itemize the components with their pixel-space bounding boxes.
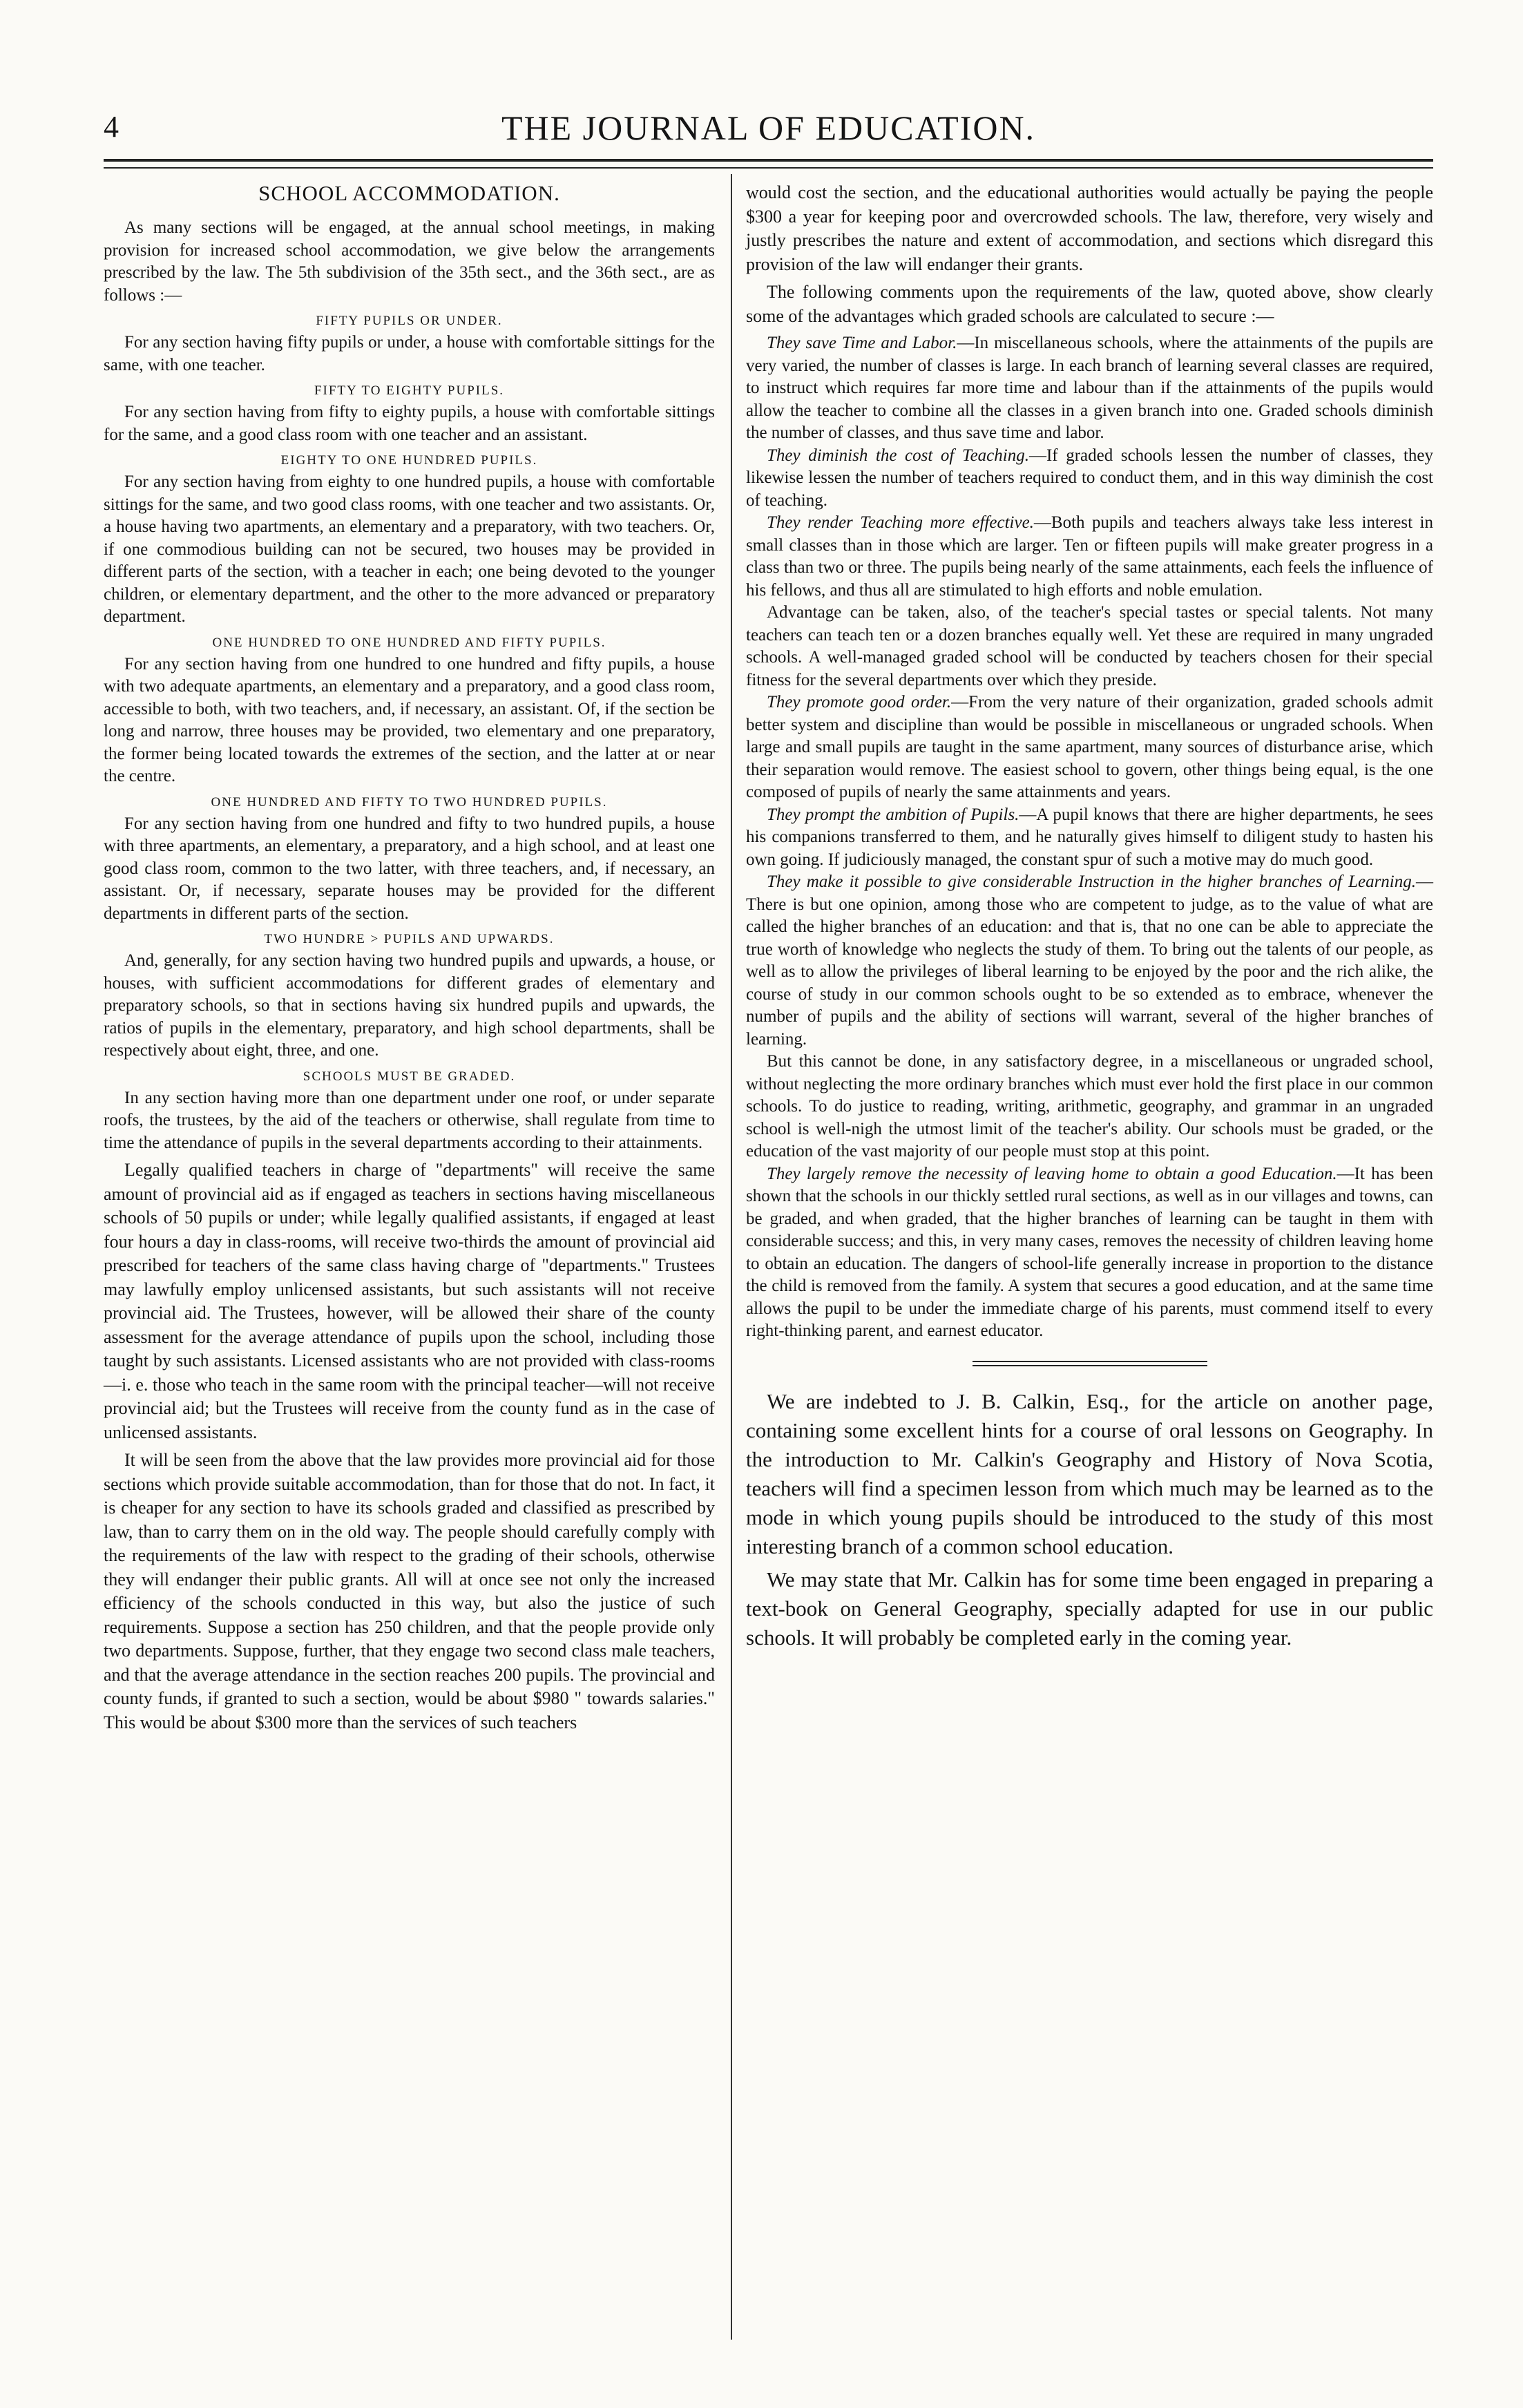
- paragraph-leaving-home: [746, 1163, 1433, 1343]
- lead-good-order: They promote good order.: [767, 693, 952, 711]
- left-column: [104, 181, 715, 1735]
- lead-leaving-home: They largely remove the necessity of leaving home to obtain a good Education.: [767, 1164, 1337, 1183]
- paragraph-two-hundred-and-upwards: And, generally, for any section having two hundred pupils and upwards, a house, or houses, with sufficient accommodations for different grades of elementary and preparatory schools, so that in sections having six hundred pupils and upwards, the ratios of pupils in the elementary, preparatory, and high school departments, shall be respectively about eight, three, and one.: [104, 951, 715, 1060]
- body-save-time: —In miscellaneous schools, where the attainments of the pupils are very varied, the number of classes is large. In each branch of learning several classes are required, to instruct which requires far more time and labour than if the attainments of the pupils would allow the teacher to combine all the classes in a given branch into one. Graded schools diminish the number of classes, and thus save time and labor.: [746, 334, 1433, 442]
- paragraph-provincial-aid: It will be seen from the above that the law provides more provincial aid for those sections which provide suitable accommodation, than for those that do not. In fact, it is cheaper for any section to have its schools graded and classified as prescribed by law, than to carry them on in the old way. The people should carefully comply with the requirements of the law with respect to the grading of their schools, otherwise they will endanger their public grants. All will at once see not only the increased efficiency of the schools conducted in this way, but also the justice of such requirements. Suppose a section has 250 children, and that the people provide only two departments. Suppose, further, that they engage two second class male teachers, and that the average attendance in the section reaches 200 pupils. The provincial and county funds, if granted to such a section, would be about $980 " towards salaries." This would be about $300 more than the services of such teachers: [104, 1450, 715, 1732]
- paragraph-continued: would cost the section, and the educational authorities would actually be paying the people $300 a year for keeping poor and overcrowded schools. The law, therefore, very wisely and justly prescribes the nature and extent of accommodation, and sections which disregard this provision of the law will endanger their grants.: [746, 182, 1433, 274]
- column-divider: [731, 174, 732, 2340]
- lead-diminish-cost: They diminish the cost of Teaching.: [767, 446, 1029, 465]
- lead-higher-branches: They make it possible to give considerable Instruction in the higher branches of Learning.: [767, 872, 1416, 891]
- right-column: [746, 181, 1433, 1652]
- paragraph-hundred-to-hundred-fifty: For any section having from one hundred to one hundred and fifty pupils, a house with two adequate apartments, an elementary and a preparatory, and a good class room, accessible to both, with two teachers, and, if necessary, an assistant. Of, if the section be long and narrow, three houses may be provided, two elementary and one preparatory, the former being located towards the extremes of the section, and the latter at or near the centre.: [104, 654, 715, 785]
- subheading-hundred-to-hundred-fifty: ONE HUNDRED TO ONE HUNDRED AND FIFTY PUPILS.: [212, 635, 606, 650]
- lead-more-effective: They render Teaching more effective.: [767, 513, 1034, 532]
- section-separator: [973, 1361, 1207, 1366]
- subheading-fifty-or-under: FIFTY PUPILS OR UNDER.: [316, 314, 503, 328]
- intro-paragraph: As many sections will be engaged, at the annual school meetings, in making provision for increased school accommodation, we give below the arrangements prescribed by the law. The 5th subdivision of the 35th sect., and the 36th sect., are as follows :—: [104, 218, 715, 305]
- subheading-hundred-fifty-to-two-hundred: ONE HUNDRED AND FIFTY TO TWO HUNDRED PUPILS.: [211, 794, 608, 810]
- paragraph-eighty-to-hundred: For any section having from eighty to one hundred pupils, a house with comfortable sittings for the same, and two good class rooms, with one teacher and two assistants. Or, a house having two apartments, an elementary and a preparatory, with two teachers. Or, if one commodious building can not be secured, two houses may be provided in different parts of the section, with a teacher in each; one being devoted to the younger children, or elementary department, and the other to the more advanced or preparatory department.: [104, 472, 715, 626]
- lead-ambition: They prompt the ambition of Pupils.: [767, 805, 1019, 824]
- journal-title: THE JOURNAL OF EDUCATION.: [501, 108, 1036, 147]
- subheading-two-hundred-and-upwards: TWO HUNDRE > PUPILS AND UPWARDS.: [264, 932, 555, 946]
- paragraph-cannot-be-done: But this cannot be done, in any satisfactory degree, in a miscellaneous or ungraded school, without neglecting the more ordinary branches which must ever hold the first place in our common schools. To do justice to reading, writing, arithmetic, geography, and grammar in an ungraded school is well-nigh the utmost limit of the teacher's ability. Our schools must be graded, or the education of the vast majority of our people must stop at this point.: [746, 1052, 1433, 1160]
- paragraph-calkin-note: We are indebted to J. B. Calkin, Esq., for the article on another page, containing some excellent hints for a course of oral lessons on Geography. In the introduction to Mr. Calkin's Geography and History of Nova Scotia, teachers will find a specimen lesson from which much may be learned as to the mode in which young pupils should be introduced to the study of this most interesting branch of a common school education.: [746, 1388, 1433, 1558]
- header-rule-thin: [104, 167, 1433, 169]
- paragraph-calkin-textbook: We may state that Mr. Calkin has for some time been engaged in preparing a text-book on General Geography, specially adapted for use in our public schools. It will probably be completed early in the coming year.: [746, 1567, 1433, 1650]
- paragraph-save-time: [746, 332, 1433, 445]
- header-rule-thick: [104, 159, 1433, 162]
- subheading-eighty-to-hundred: EIGHTY TO ONE HUNDRED PUPILS.: [280, 453, 538, 468]
- paragraph-more-effective: [746, 512, 1433, 602]
- body-good-order: —From the very nature of their organization, graded schools admit better system and discipline than would be possible in miscellaneous or ungraded schools. When large and small pupils are taught in the same apartment, many sources of disturbance arise, which their separation would remove. The easiest school to govern, other things being equal, is the one composed of pupils of nearly the same attainments and years.: [746, 693, 1433, 801]
- body-diminish-cost: —If graded schools lessen the number of classes, they likewise lessen the number of teachers required to conduct them, and in this way diminish the cost of teaching.: [746, 446, 1433, 510]
- paragraph-hundred-fifty-to-two-hundred: For any section having from one hundred and fifty to two hundred pupils, a house with three apartments, an elementary, a preparatory, and a high school, and at least one good class room, common to the two latter, with three teachers, and, if necessary, an assistant. Or, if necessary, separate houses may be provided for the different departments in different parts of the section.: [104, 814, 715, 923]
- body-more-effective: —Both pupils and teachers always take less interest in small classes than in those which are larger. Ten or fifteen pupils will make greater progress in a class than two or three. The pupils being nearly of the same attainments, each feels the influence of his fellows, and thus all are stimulated to high efforts and noble emulation.: [746, 513, 1433, 600]
- body-higher-branches: —There is but one opinion, among those who are competent to judge, as to the value of what are called the higher branches of an education: and that is, that no one can be able to appreciate the true worth of knowledge who neglects the study of them. To bring out the talents of our people, as well as to allow the privileges of liberal learning to be enjoyed by the poor and the rich alike, the course of study in our common schools ought to be so extended as to embrace, whenever the number of pupils and the ability of sections will warrant, several of the higher branches of learning.: [746, 872, 1433, 1049]
- article-title: SCHOOL ACCOMMODATION.: [258, 181, 560, 205]
- subheading-fifty-to-eighty: FIFTY TO EIGHTY PUPILS.: [314, 383, 505, 398]
- body-ambition: —A pupil knows that there are higher departments, he sees his companions transferred to them, and he naturally gives himself to diligent study to hasten his own going. If judiciously managed, the constant spur of such a motive may do much good.: [746, 805, 1433, 869]
- paragraph-ambition: [746, 804, 1433, 872]
- page-header: [104, 104, 1433, 152]
- page-number: 4: [104, 110, 119, 144]
- subheading-schools-must-be-graded: SCHOOLS MUST BE GRADED.: [303, 1069, 516, 1084]
- paragraph-fifty-or-under: For any section having fifty pupils or under, a house with comfortable sittings for the same, with one teacher.: [104, 333, 715, 374]
- paragraph-special-talents: Advantage can be taken, also, of the teacher's special tastes or special talents. Not many teachers can teach ten or a dozen branches equally well. Yet these are required in many ungraded schools. A well-managed graded school will be conducted by teachers chosen for their special fitness for the several departments over which they preside.: [746, 603, 1433, 689]
- paragraph-higher-branches: [746, 871, 1433, 1051]
- lead-save-time: They save Time and Labor.: [767, 334, 957, 352]
- paragraph-good-order: [746, 691, 1433, 804]
- paragraph-qualified-teachers: Legally qualified teachers in charge of "departments" will receive the same amount of provincial aid as if engaged as teachers in sections having miscellaneous schools of 50 pupils or under; while legally qualified assistants, if engaged at least four hours a day in class-rooms, will receive two-thirds the amount of provincial aid prescribed for teachers of the same class having charge of "departments." Trustees may lawfully employ unlicensed assistants, but such assistants will not receive provincial aid. The Trustees, however, will be allowed their share of the county assessment for the average attendance of pupils upon the school, including those taught by such assistants. Licensed assistants who are not provided with class-rooms—i. e. those who teach in the same room with the principal teacher—will not receive provincial aid; but the Trustees will receive from the county fund as in the case of unlicensed assistants.: [104, 1160, 715, 1442]
- paragraph-diminish-cost: [746, 445, 1433, 513]
- paragraph-fifty-to-eighty: For any section having from fifty to eighty pupils, a house with comfortable sittings for the same, and a good class room with one teacher and an assistant.: [104, 403, 715, 444]
- paragraph-schools-must-be-graded: In any section having more than one department under one roof, or under separate roofs, the trustees, by the aid of the teachers or otherwise, shall regulate from time to time the attendance of pupils in the several departments according to their attainments.: [104, 1088, 715, 1152]
- body-leaving-home: —It has been shown that the schools in our thickly settled rural sections, as well as in our villages and towns, can be graded, and when graded, that the higher branches of learning can be taught in them with considerable success; and this, in very many cases, removes the necessity of children leaving home to obtain an education. The dangers of school-life generally increase in proportion to the distance the child is removed from the family. A system that secures a good education, and at the same time allows the pupil to be under the immediate charge of his parents, must commend itself to every right-thinking parent, and earnest educator.: [746, 1164, 1433, 1340]
- paragraph-following-comments: The following comments upon the requirements of the law, quoted above, show clearly some of the advantages which graded schools are calculated to secure :—: [746, 282, 1433, 326]
